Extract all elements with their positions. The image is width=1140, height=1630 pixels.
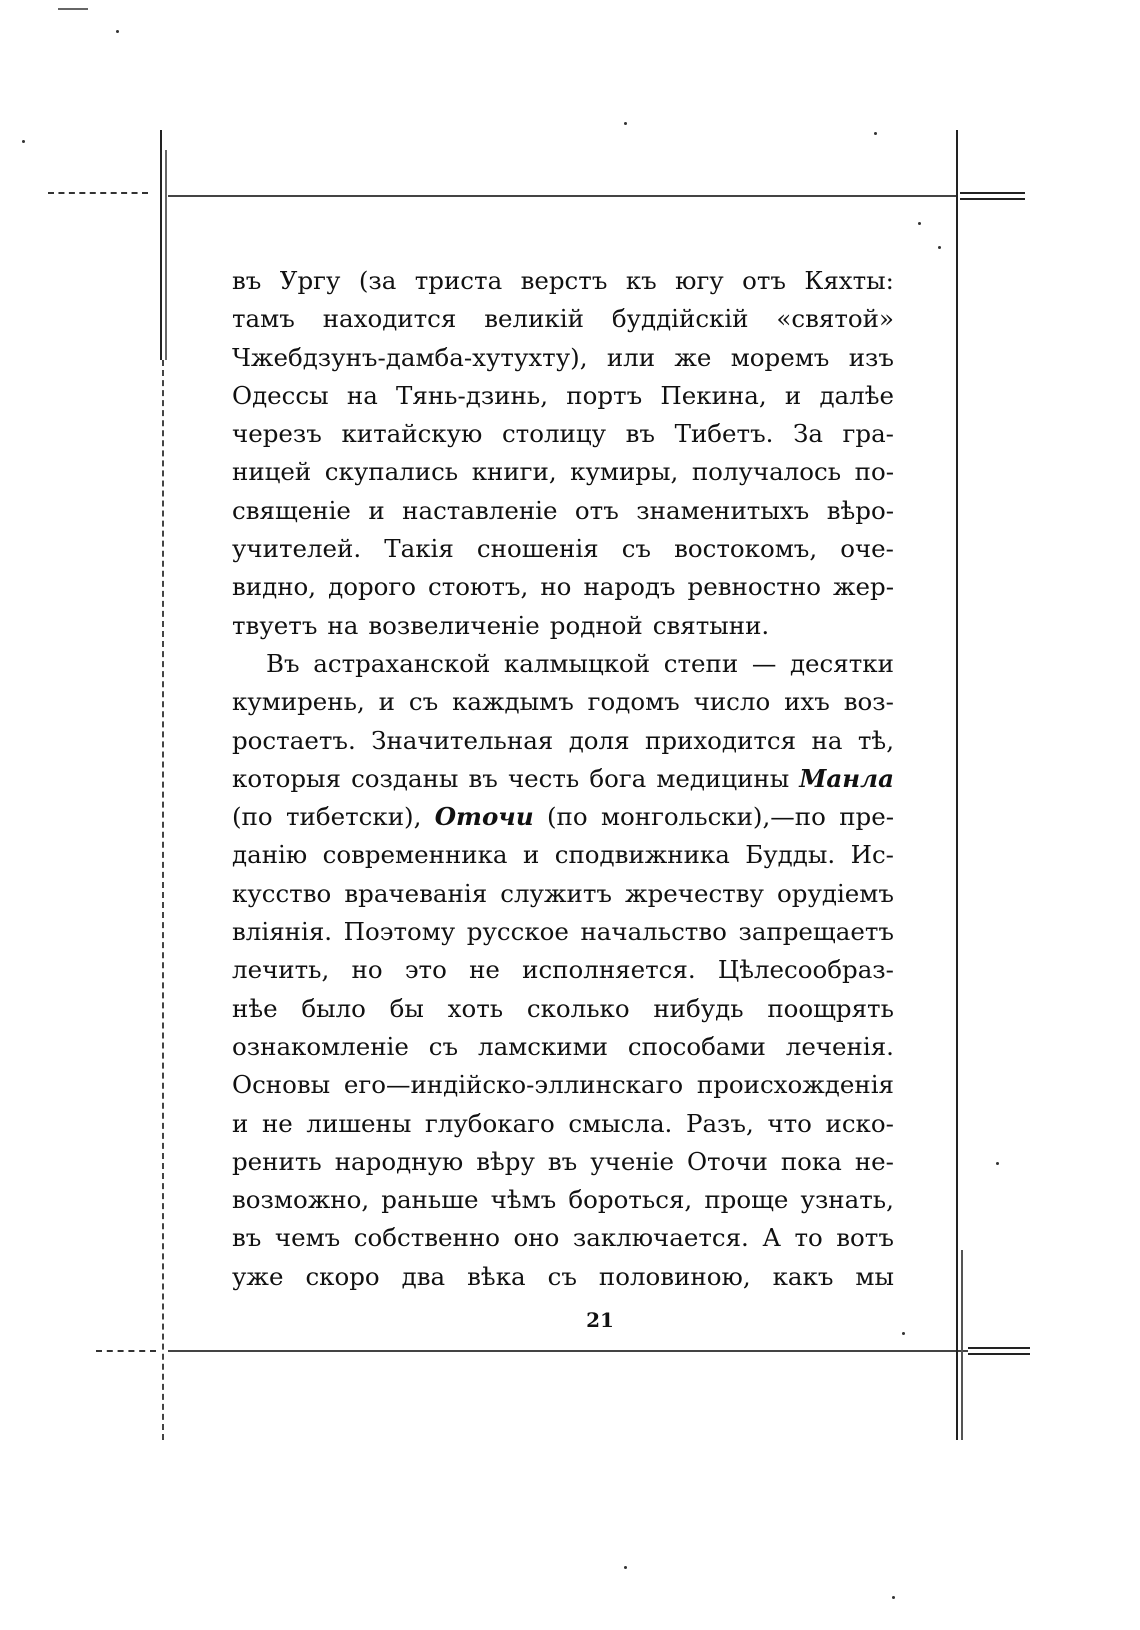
word: скупались: [324, 457, 459, 487]
word: на: [327, 610, 359, 640]
speck: [918, 222, 921, 225]
word: проще: [704, 1185, 789, 1215]
word: учителей.: [232, 534, 362, 564]
word: изъ: [848, 342, 894, 372]
top-crop-line: [168, 195, 958, 197]
text-line: [232, 453, 894, 491]
word: въ: [232, 1223, 262, 1253]
word: Оточи: [686, 1146, 768, 1176]
word: запрещаетъ: [738, 917, 894, 947]
word: великій: [484, 304, 584, 334]
word: медицины: [656, 763, 790, 793]
speck: [996, 1162, 999, 1165]
word: въ: [468, 763, 498, 793]
word: иско-: [825, 1108, 894, 1138]
word: Разъ,: [685, 1108, 754, 1138]
word: честь: [507, 763, 580, 793]
word: способами: [627, 1031, 766, 1061]
word: далѣе: [819, 380, 894, 410]
word: востокомъ,: [674, 534, 818, 564]
word: врачеванія: [344, 878, 488, 908]
text-line: [232, 415, 894, 453]
word: Чжебдзунъ-дамба-хутухту),: [232, 342, 588, 372]
word: портъ: [566, 380, 643, 410]
word: возможно,: [232, 1185, 370, 1215]
word: русское: [466, 917, 569, 947]
word: хоть: [447, 993, 504, 1023]
word: ламскими: [478, 1031, 608, 1061]
text-line: [232, 1181, 894, 1219]
word: приходится: [645, 725, 797, 755]
text-line: [232, 990, 894, 1028]
word: и: [368, 495, 385, 525]
emphasized-term: Оточи: [434, 802, 534, 832]
word: глубокаго: [424, 1108, 555, 1138]
text-line: [232, 836, 894, 874]
word: Такія: [384, 534, 454, 564]
word: За: [793, 419, 823, 449]
word: народъ: [583, 572, 676, 602]
word: видно,: [232, 572, 317, 602]
word: но: [351, 955, 383, 985]
word: и: [232, 1108, 249, 1138]
word: вліянія.: [232, 917, 333, 947]
text-line: [232, 339, 894, 377]
text-line: [232, 1028, 894, 1066]
word: узнать,: [800, 1185, 894, 1215]
word: лишены: [306, 1108, 412, 1138]
word: китайскую: [341, 419, 483, 449]
word: ученіе: [590, 1146, 674, 1176]
word: ницей: [232, 457, 312, 487]
text-line: [232, 492, 894, 530]
word: моремъ: [730, 342, 830, 372]
word: святыни.: [652, 610, 770, 640]
text-line: [232, 1066, 894, 1104]
word: калмыцкой: [503, 648, 651, 678]
word: Пекина,: [660, 380, 767, 410]
word: бороться,: [568, 1185, 693, 1215]
word: къ: [625, 266, 657, 295]
word: монгольски),—по: [600, 802, 826, 832]
word: пока: [780, 1146, 842, 1176]
top-crop-line-right: [960, 192, 1025, 194]
word: которыя: [232, 763, 342, 793]
left-vertical-rule: [160, 130, 162, 360]
word: тѣ,: [857, 725, 894, 755]
word: вѣру: [476, 1146, 535, 1176]
left-vertical-rule-dashed: [162, 360, 164, 1440]
word: получалось: [691, 457, 842, 487]
word: Цѣлесообраз-: [717, 955, 894, 985]
text-line: [232, 760, 894, 798]
word: собственно: [353, 1223, 500, 1253]
word: Будды.: [745, 840, 836, 870]
word: его—индійско-эллинскаго: [343, 1070, 684, 1100]
word: ознакомленіе: [232, 1031, 409, 1061]
word: смысла.: [568, 1108, 673, 1138]
word: Тянь-дзинь,: [396, 380, 549, 410]
word: Тибетъ.: [674, 419, 774, 449]
speck: [624, 122, 627, 125]
word: астраханской: [313, 648, 491, 678]
word: нѣе: [232, 993, 278, 1023]
text-line: [232, 377, 894, 415]
speck: [892, 1596, 895, 1599]
word: съ: [428, 1031, 459, 1061]
text-line: [232, 875, 894, 913]
word: происхожденія: [696, 1070, 894, 1100]
speck: [58, 8, 88, 10]
word: начальство: [580, 917, 727, 947]
word: чѣмъ: [490, 1185, 557, 1215]
word: не: [261, 1108, 293, 1138]
word: съ: [547, 1261, 577, 1291]
paragraph: [232, 645, 894, 1296]
word: современника: [322, 840, 508, 870]
word: верстъ: [520, 266, 608, 295]
word: число: [693, 687, 771, 717]
word: же: [674, 342, 712, 372]
word: чемъ: [274, 1223, 341, 1253]
word: оче-: [840, 534, 894, 564]
word: орудіемъ: [777, 878, 894, 908]
word: (за: [358, 266, 397, 295]
text-line: [232, 1105, 894, 1143]
word: ревностно: [687, 572, 821, 602]
paragraph: [232, 262, 894, 645]
word: доля: [568, 725, 630, 755]
word: югу: [675, 266, 724, 295]
word: уже: [232, 1261, 284, 1291]
word: въ: [232, 266, 262, 295]
text-line: [232, 683, 894, 721]
word: «святой»: [776, 304, 894, 334]
left-vertical-rule-2: [165, 150, 167, 360]
word: исполняется.: [522, 955, 696, 985]
word: годомъ: [587, 687, 680, 717]
word: Поэтому: [343, 917, 456, 947]
word: леченія.: [785, 1031, 894, 1061]
text-line: [232, 1258, 894, 1296]
word: сколько: [526, 993, 630, 1023]
top-crop-line-right-2: [960, 198, 1025, 200]
word: по-: [854, 457, 894, 487]
word: [435, 798, 534, 836]
word: въ: [547, 1146, 578, 1176]
word: оно: [513, 1223, 560, 1253]
word: было: [301, 993, 366, 1023]
word: кумирень,: [232, 687, 365, 717]
speck: [902, 1332, 905, 1335]
word: на: [346, 380, 378, 410]
word: находится: [322, 304, 457, 334]
word: буддійскій: [611, 304, 749, 334]
word: бы: [389, 993, 424, 1023]
word: что: [767, 1108, 812, 1138]
word: А: [762, 1223, 781, 1253]
word: Кяхты:: [804, 266, 894, 295]
word: скоро: [305, 1261, 380, 1291]
text-line: [232, 530, 894, 568]
word: сподвижника: [554, 840, 730, 870]
word: раньше: [381, 1185, 479, 1215]
word: сношенія: [476, 534, 599, 564]
word: бога: [589, 763, 647, 793]
word: священіе: [232, 495, 351, 525]
text-line: [232, 1143, 894, 1181]
text-line: [232, 722, 894, 760]
word: не-: [854, 1146, 894, 1176]
text-line: [232, 798, 894, 836]
word: Ургу: [279, 266, 341, 295]
word: знаменитыхъ: [636, 495, 810, 525]
page-number-text: 21: [586, 1308, 614, 1332]
right-vertical-rule-2: [961, 1250, 963, 1440]
emphasized-term: Манла: [799, 763, 894, 793]
word: поощрять: [767, 993, 894, 1023]
text-line: [232, 1219, 894, 1257]
word: пре-: [839, 802, 894, 832]
word: каждымъ: [452, 687, 574, 717]
top-crop-line-left: [48, 192, 148, 194]
word: твуетъ: [232, 610, 318, 640]
word: народную: [334, 1146, 464, 1176]
text-line: [232, 568, 894, 606]
word: какъ: [772, 1261, 834, 1291]
page-number: [0, 1308, 1140, 1332]
speck: [938, 246, 941, 249]
word: Одессы: [232, 380, 329, 410]
speck: [874, 132, 877, 135]
word: вѣро-: [826, 495, 894, 525]
word: въ: [625, 419, 656, 449]
bottom-crop-line: [168, 1350, 968, 1352]
word: книги,: [471, 457, 557, 487]
word: вѣка: [467, 1261, 526, 1291]
word: Основы: [232, 1070, 331, 1100]
body-text: [232, 262, 894, 1296]
word: гра-: [842, 419, 894, 449]
word: и: [522, 840, 540, 870]
word: жречеству: [625, 878, 764, 908]
speck: [624, 1566, 627, 1569]
word: воз-: [843, 687, 894, 717]
word: ростаетъ.: [232, 725, 356, 755]
speck: [22, 140, 25, 143]
word: ренить: [232, 1146, 322, 1176]
word: черезъ: [232, 419, 322, 449]
word: лечить,: [232, 955, 330, 985]
word: то: [794, 1223, 823, 1253]
word: десятки: [789, 648, 894, 678]
word: вотъ: [836, 1223, 894, 1253]
word: на: [811, 725, 843, 755]
word: ихъ: [784, 687, 830, 717]
word: заключается.: [572, 1223, 749, 1253]
word: съ: [621, 534, 651, 564]
word: Ис-: [850, 840, 894, 870]
word: созданы: [351, 763, 459, 793]
word: два: [401, 1261, 446, 1291]
word: родной: [549, 610, 643, 640]
word: кумиры,: [570, 457, 679, 487]
text-line: [232, 913, 894, 951]
word: данію: [232, 840, 308, 870]
word: (по: [546, 802, 588, 832]
word: это: [404, 955, 447, 985]
word: возвеличеніе: [368, 610, 540, 640]
word: половиною,: [598, 1261, 751, 1291]
word: Значительная: [371, 725, 554, 755]
word: или: [606, 342, 656, 372]
word: триста: [414, 266, 503, 295]
text-line: [232, 300, 894, 338]
bottom-crop-line-left: [96, 1350, 156, 1352]
word: жер-: [832, 572, 894, 602]
word: тамъ: [232, 304, 295, 334]
word: стоютъ,: [428, 572, 529, 602]
word: кусство: [232, 878, 332, 908]
word: нибудь: [653, 993, 744, 1023]
word: дорого: [328, 572, 416, 602]
word: [799, 760, 894, 798]
word: Въ: [266, 648, 300, 678]
word: и: [378, 687, 395, 717]
text-line: [232, 607, 894, 645]
word: отъ: [742, 266, 786, 295]
bottom-crop-line-right-2: [968, 1353, 1030, 1355]
speck: [116, 30, 119, 33]
word: столицу: [501, 419, 607, 449]
text-line: [232, 262, 894, 300]
right-vertical-rule: [956, 130, 958, 1440]
word: степи: [663, 648, 739, 678]
word: наставленіе: [402, 495, 558, 525]
text-line: [232, 951, 894, 989]
word: мы: [855, 1261, 894, 1291]
word: тибетски),: [285, 802, 422, 832]
word: служитъ: [500, 878, 612, 908]
word: съ: [408, 687, 439, 717]
word: отъ: [574, 495, 619, 525]
word: (по: [232, 802, 273, 832]
word: и: [784, 380, 802, 410]
word: не: [469, 955, 500, 985]
word: —: [751, 648, 777, 678]
bottom-crop-line-right: [968, 1347, 1030, 1349]
word: но: [540, 572, 572, 602]
text-line: [232, 645, 894, 683]
